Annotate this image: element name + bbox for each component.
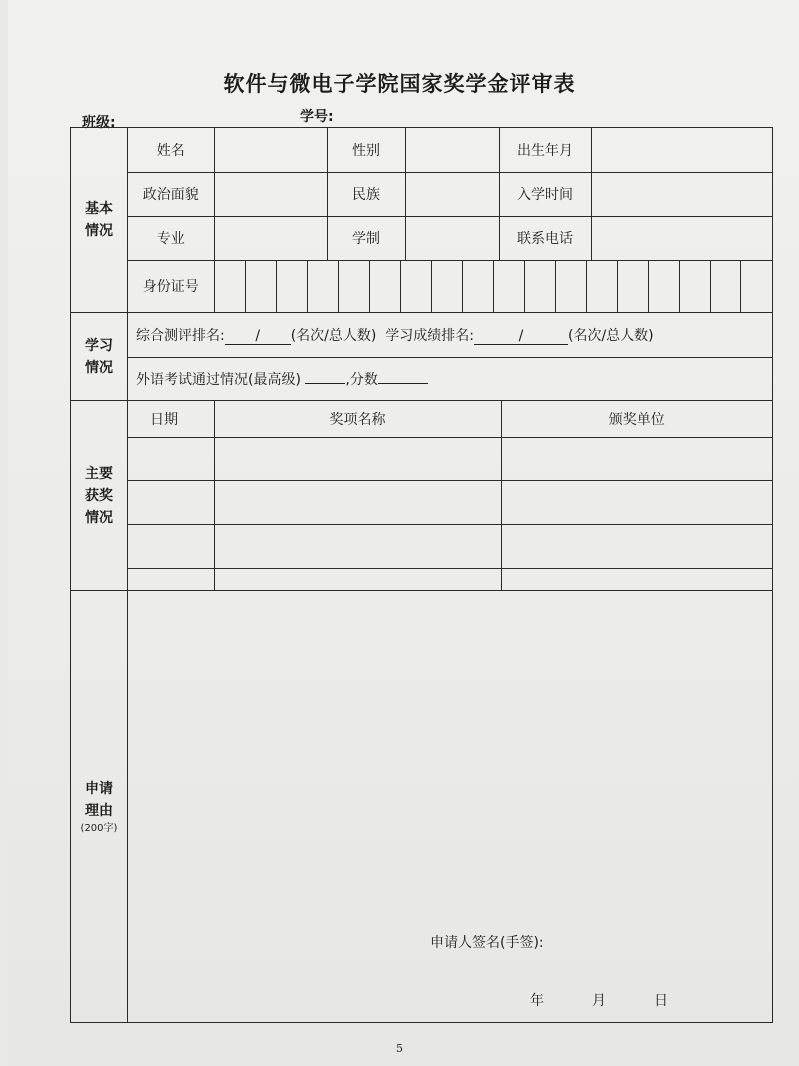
section-awards: 主要获奖情况 [71, 401, 128, 591]
language-level-field[interactable] [305, 383, 345, 384]
grade-rank-slash: / [518, 327, 524, 344]
phone-field[interactable] [591, 216, 772, 260]
award-row[interactable] [128, 524, 772, 568]
awards-col-issuer: 颁奖单位 [501, 401, 772, 437]
score-label: ,分数 [345, 371, 378, 388]
politics-label: 政治面貌 [128, 172, 214, 216]
grade-rank-unit: (名次/总人数) [567, 327, 654, 344]
birth-field[interactable] [591, 128, 772, 172]
phone-label: 联系电话 [499, 216, 591, 260]
birth-label: 出生年月 [499, 128, 591, 172]
comp-rank-field[interactable] [225, 328, 291, 345]
enroll-field[interactable] [591, 172, 772, 216]
major-field[interactable] [214, 216, 327, 260]
student-no-label: 学号: [300, 109, 334, 125]
major-label: 专业 [128, 216, 214, 260]
ethnicity-label: 民族 [327, 172, 405, 216]
name-label: 姓名 [128, 128, 214, 172]
language-label: 外语考试通过情况(最高级) [136, 371, 301, 388]
grade-rank-field[interactable] [474, 328, 568, 345]
award-row[interactable] [128, 568, 772, 590]
score-field[interactable] [378, 383, 428, 384]
award-row[interactable] [128, 437, 772, 481]
date-day: 日 [654, 993, 668, 1009]
grade-rank-label: 学习成绩排名: [385, 327, 474, 344]
schooling-field[interactable] [405, 216, 499, 260]
gender-label: 性别 [327, 128, 405, 172]
page-number: 5 [396, 1042, 403, 1055]
signature-label: 申请人签名(手签): [430, 935, 544, 951]
comp-rank-label: 综合测评排名: [136, 327, 225, 344]
form-title: 软件与微电子学院国家奖学金评审表 [223, 72, 576, 96]
awards-grid [128, 401, 772, 590]
class-label: 班级: [82, 115, 116, 131]
section-basic: 基本情况 [71, 128, 128, 313]
enroll-label: 入学时间 [499, 172, 591, 216]
politics-field[interactable] [214, 172, 327, 216]
comp-rank-slash: / [255, 327, 261, 344]
award-row[interactable] [128, 481, 772, 525]
date-month: 月 [592, 993, 606, 1009]
ethnicity-field[interactable] [405, 172, 499, 216]
name-field[interactable] [214, 128, 327, 172]
section-study: 学习情况 [71, 313, 128, 401]
gender-field[interactable] [405, 128, 499, 172]
basic-info-grid [128, 128, 772, 312]
language-row [128, 357, 772, 400]
id-number-boxes[interactable] [215, 261, 773, 313]
schooling-label: 学制 [327, 216, 405, 260]
rank-row [128, 313, 772, 357]
reason-text-area[interactable] [128, 591, 773, 1023]
awards-col-name: 奖项名称 [214, 401, 501, 437]
reason-limit: (200字) [80, 822, 118, 834]
awards-col-date: 日期 [128, 401, 214, 437]
comp-rank-unit: (名次/总人数) [290, 327, 377, 344]
award-form-table [70, 127, 773, 1023]
id-number-label: 身份证号 [128, 260, 214, 312]
study-grid [128, 313, 772, 400]
date-year: 年 [530, 993, 544, 1009]
section-reason: 申请理由 (200字) [71, 591, 128, 1023]
